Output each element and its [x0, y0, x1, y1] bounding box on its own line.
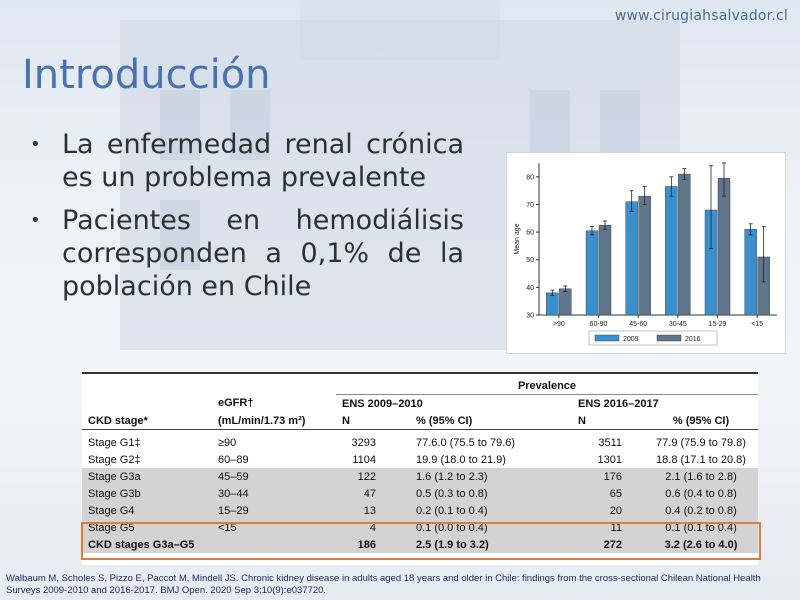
y-tick-label: 30 — [526, 312, 534, 320]
n2-cell: 3511 — [598, 436, 622, 449]
n1-cell: 4 — [336, 519, 398, 536]
pct1-cell: 0.1 (0.0 to 0.4) — [398, 519, 572, 536]
n2-cell: 65 — [572, 485, 644, 502]
bar-2016 — [678, 174, 690, 315]
egfr-cell: 15–29 — [212, 502, 336, 519]
bar-2009 — [665, 186, 677, 315]
bar-2016 — [599, 225, 611, 315]
prevalence-header: Prevalence — [517, 379, 577, 392]
egfr-header-line2: (mL/min/1.73 m²) — [212, 412, 336, 430]
bullet-text: La enfermedad renal crónica es un problema prevalente — [62, 129, 464, 193]
pct1-cell: 19.9 (18.0 to 21.9) — [416, 453, 506, 466]
pct1-cell: 77.6.0 (75.5 to 79.6) — [416, 436, 516, 449]
bullet-list — [28, 128, 464, 313]
stage-cell: Stage G4 — [82, 502, 212, 519]
stage-cell: Stage G5 — [82, 519, 212, 536]
stage-header: CKD stage* — [82, 412, 212, 430]
y-tick-label: 60 — [526, 229, 534, 237]
legend-label: 2016 — [685, 336, 701, 343]
bullet-item — [28, 128, 464, 194]
n1-cell: 1104 — [352, 453, 376, 466]
slide-title: Introducción — [22, 52, 271, 98]
n2-cell: 20 — [572, 502, 644, 519]
x-tick-label: 45-60 — [629, 321, 648, 328]
bar-2009 — [586, 231, 598, 315]
egfr-cell: <15 — [212, 519, 336, 536]
egfr-cell: 45–59 — [212, 468, 336, 485]
pct2-cell: 2.1 (1.6 to 2.8) — [644, 468, 758, 485]
bullet-dot: • — [30, 134, 41, 155]
stage-cell: Stage G3b — [82, 485, 212, 502]
ens1-header: ENS 2009–2010 — [336, 395, 572, 413]
pct2-cell: 77.9 (75.9 to 79.8) — [656, 436, 746, 449]
n1-cell: 186 — [336, 536, 398, 553]
y-axis-label: Mean age — [514, 223, 521, 255]
n1-cell: 13 — [336, 502, 398, 519]
x-tick-label: <15 — [751, 321, 764, 328]
egfr-cell: ≥90 — [218, 436, 237, 449]
y-tick-label: 70 — [526, 201, 534, 209]
pct2-header: % (95% CI) — [644, 412, 758, 430]
table-row — [82, 502, 758, 519]
n2-header: N — [572, 412, 644, 430]
table-row — [82, 451, 758, 468]
stage-cell: Stage G2‡ — [88, 453, 141, 466]
pct2-cell: 0.1 (0.1 to 0.4) — [644, 519, 758, 536]
x-tick-label: 30-45 — [668, 321, 687, 328]
bar-2009 — [626, 202, 638, 315]
pct2-cell: 18.8 (17.1 to 20.8) — [656, 453, 746, 466]
site-url: www.cirugiahsalvador.cl — [614, 8, 788, 24]
egfr-cell: 60–89 — [218, 453, 249, 466]
x-tick-label: 15-29 — [708, 321, 727, 328]
pct2-cell: 0.4 (0.2 to 0.8) — [644, 502, 758, 519]
pct1-cell: 1.6 (1.2 to 2.3) — [398, 468, 572, 485]
y-tick-label: 50 — [526, 257, 534, 265]
x-tick-label: 60-90 — [589, 321, 608, 328]
table-row — [82, 536, 758, 553]
prevalence-table — [82, 372, 758, 553]
table-row — [82, 434, 758, 451]
pct1-cell: 0.2 (0.1 to 0.4) — [398, 502, 572, 519]
y-tick-label: 40 — [526, 284, 534, 292]
table-row — [82, 519, 758, 536]
bullet-dot: • — [30, 210, 41, 231]
chart-svg — [507, 153, 785, 353]
bar-2016 — [718, 178, 730, 315]
y-tick-label: 80 — [526, 174, 534, 182]
n2-cell: 176 — [572, 468, 644, 485]
n2-cell: 272 — [572, 536, 644, 553]
legend-label: 2009 — [623, 336, 639, 343]
table-row — [82, 485, 758, 502]
bullet-item — [28, 204, 464, 303]
legend-swatch-2016 — [657, 335, 681, 341]
table-row — [82, 468, 758, 485]
n1-cell: 122 — [336, 468, 398, 485]
bar-2009 — [546, 293, 558, 315]
n1-cell: 3293 — [351, 436, 376, 449]
stage-cell: CKD stages G3a–G5 — [82, 536, 212, 553]
bullet-text: Pacientes en hemodiálisis corresponden a 0,1% de la población en Chile — [62, 205, 464, 302]
n2-cell: 11 — [572, 519, 644, 536]
pct1-cell: 2.5 (1.9 to 3.2) — [398, 536, 572, 553]
legend-swatch-2009 — [595, 335, 619, 341]
egfr-header-line1: eGFR† — [218, 397, 254, 410]
pct2-cell: 0.6 (0.4 to 0.8) — [644, 485, 758, 502]
citation: Walbaum M, Scholes S, Pizzo E, Paccot M, Mindell JS. Chronic kidney disease in adults aged 18 years and older in Chile: findings from the cross-sectional Chilean National Health Surveys 2009-2010 and 2016-2017. BMJ Open. 2020 Sep 3;10(9):e037720. — [6, 573, 761, 596]
mean-age-chart — [506, 152, 786, 354]
egfr-cell: 30–44 — [212, 485, 336, 502]
bar-2009 — [745, 229, 757, 315]
stage-cell: Stage G3a — [82, 468, 212, 485]
pct1-cell: 0.5 (0.3 to 0.8) — [398, 485, 572, 502]
ens2-header: ENS 2016–2017 — [572, 395, 758, 413]
bar-2016 — [639, 196, 651, 315]
n1-header: N — [336, 412, 398, 430]
n2-cell: 1301 — [597, 453, 622, 466]
prevalence-table-container — [82, 372, 758, 565]
pct2-cell: 3.2 (2.6 to 4.0) — [644, 536, 758, 553]
egfr-cell — [212, 536, 336, 553]
bar-2016 — [559, 289, 571, 315]
stage-cell: Stage G1‡ — [88, 436, 141, 449]
x-tick-label: >90 — [552, 321, 565, 328]
pct1-header: % (95% CI) — [398, 412, 572, 430]
n1-cell: 47 — [336, 485, 398, 502]
